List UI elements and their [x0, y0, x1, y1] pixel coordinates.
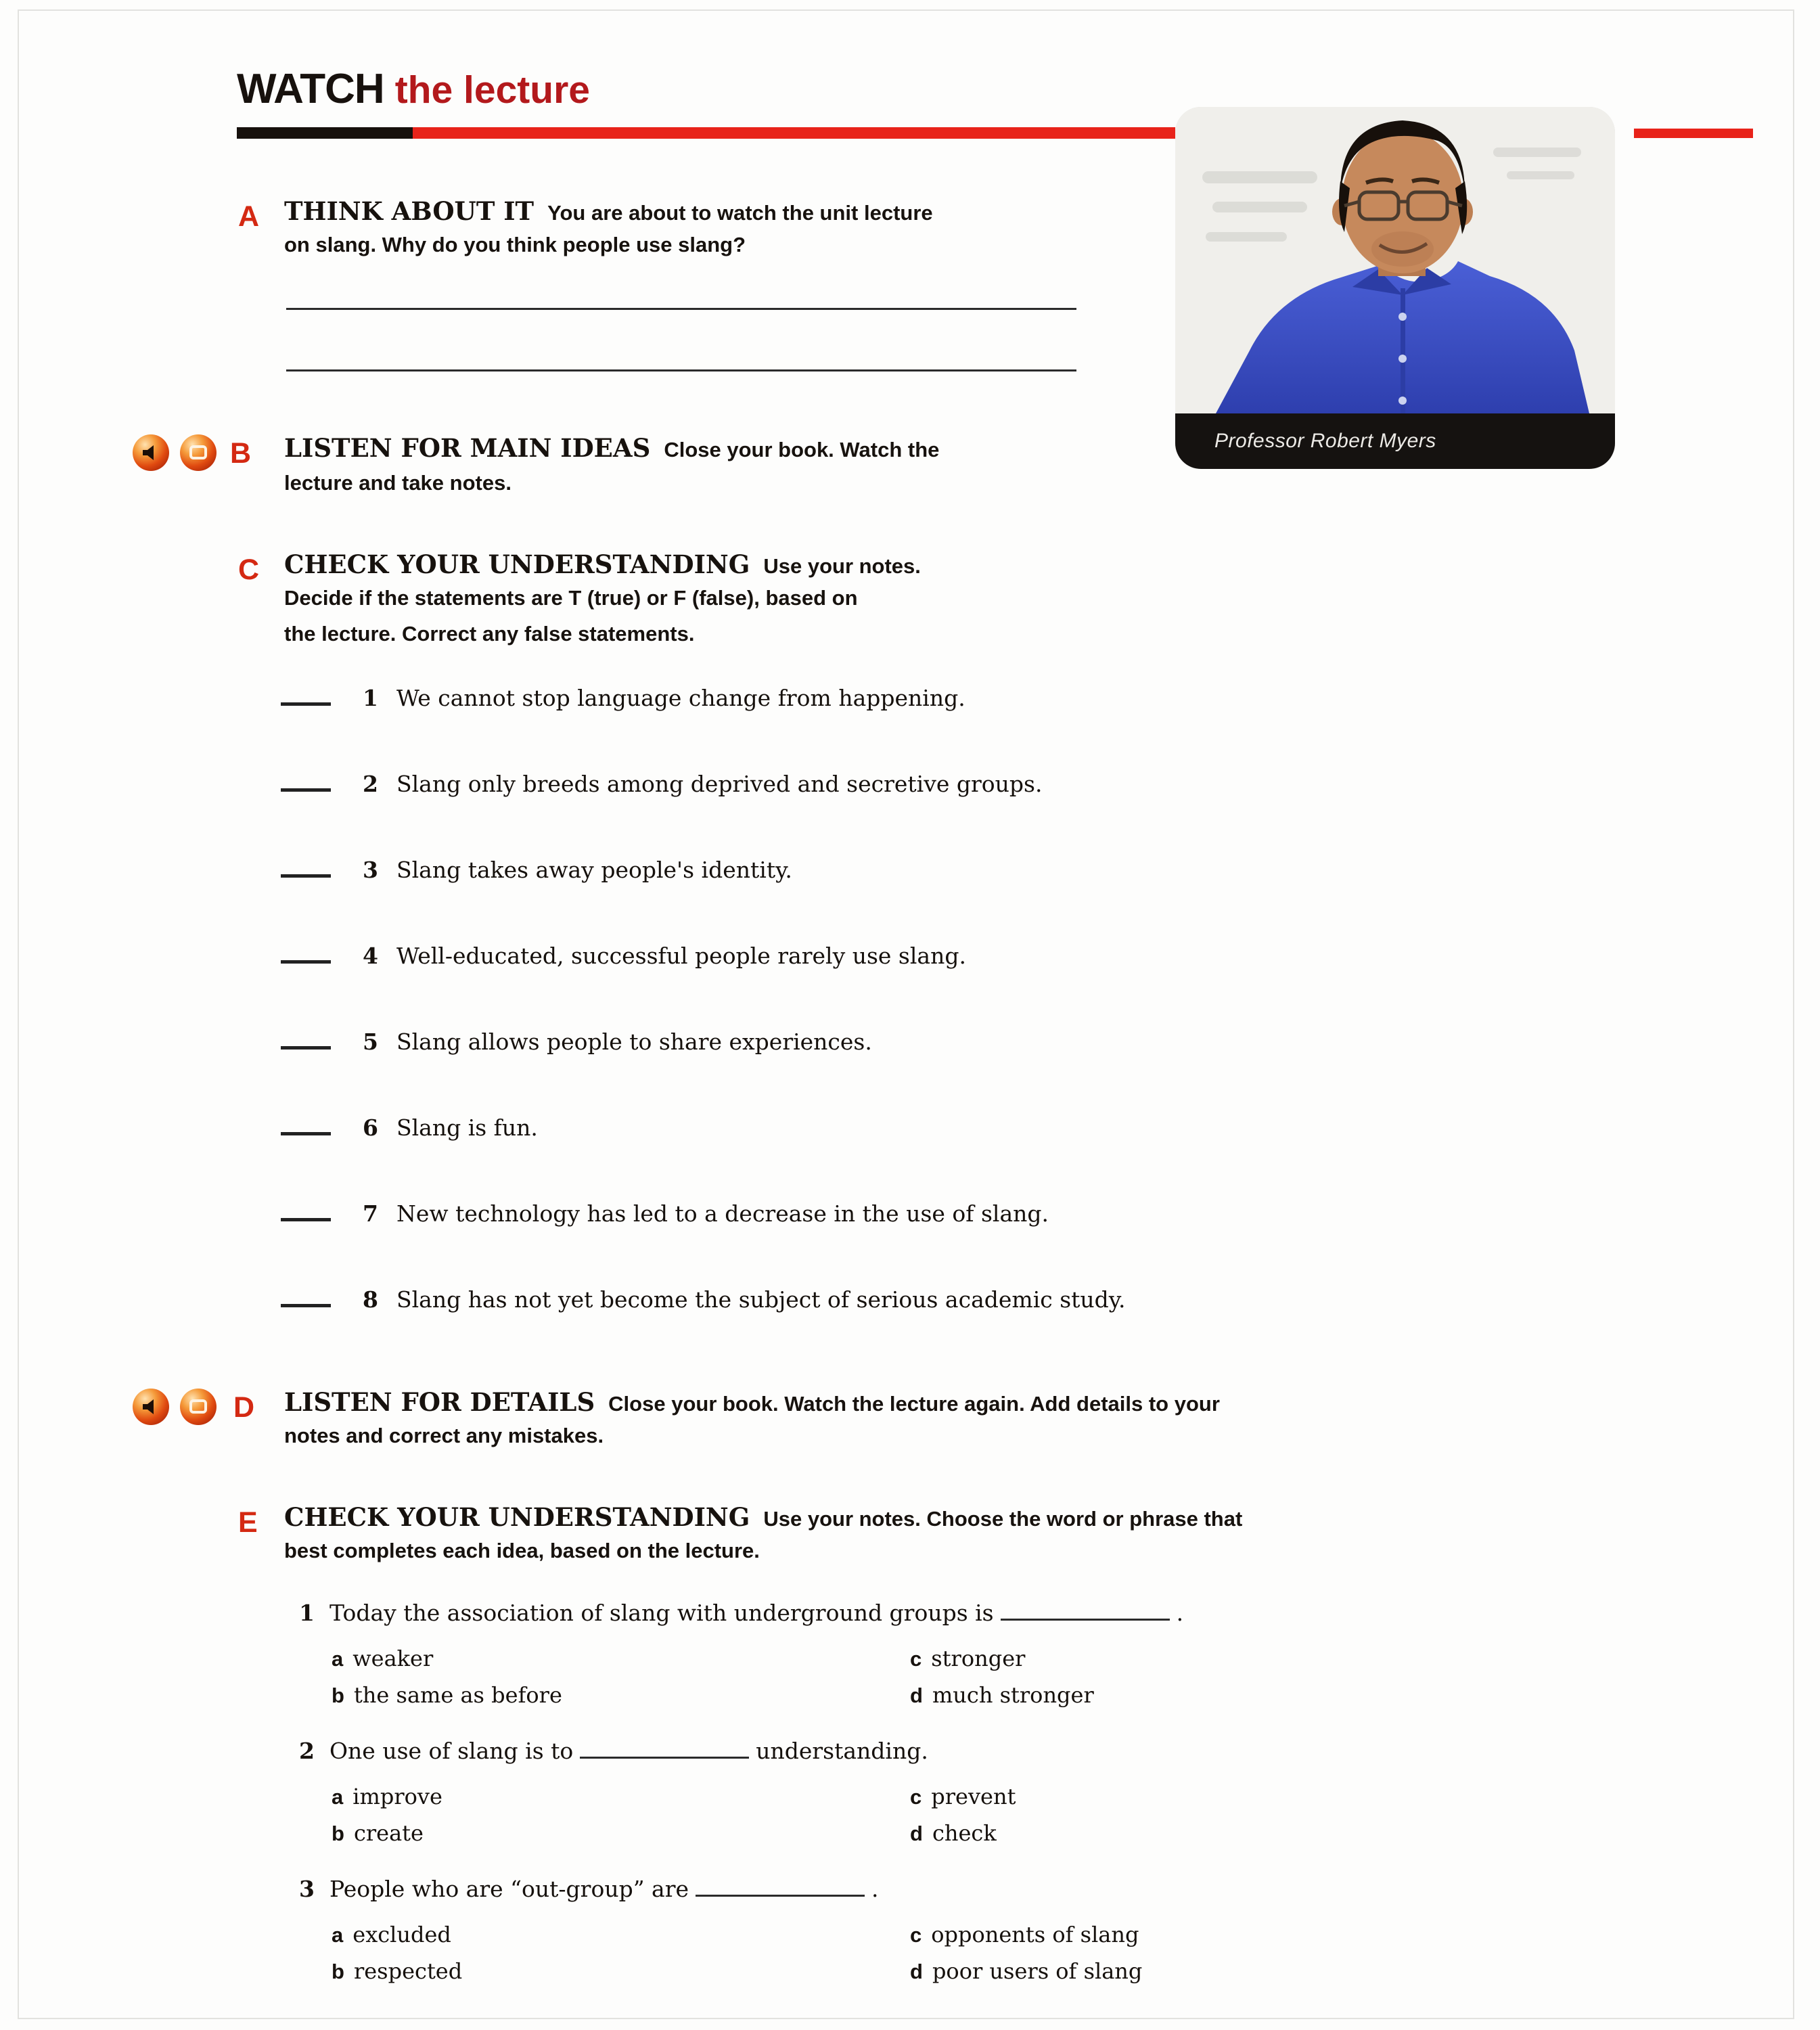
- option-q3-a[interactable]: [332, 1922, 451, 1947]
- statement-text: Slang is fun.: [396, 1114, 538, 1141]
- option-letter: d: [910, 1822, 923, 1845]
- section-a-letter: A: [238, 200, 260, 233]
- question-text: [329, 1876, 879, 1902]
- statement-row: [0, 1029, 1820, 1056]
- section-d-line2: notes and correct any mistakes.: [284, 1424, 604, 1447]
- option-letter: d: [910, 1960, 923, 1983]
- question-number: 2: [299, 1738, 315, 1764]
- statement-number: 8: [363, 1286, 378, 1313]
- video-icon: [180, 1389, 217, 1425]
- true-false-blank-7[interactable]: [281, 1218, 331, 1221]
- header-rule-red: [413, 127, 1175, 139]
- option-text: create: [353, 1820, 424, 1846]
- option-letter: a: [332, 1785, 344, 1809]
- question-before-blank: One use of slang is to: [329, 1738, 574, 1764]
- question-blank[interactable]: [1001, 1600, 1170, 1621]
- option-text: weaker: [352, 1646, 434, 1671]
- question-after-blank: .: [1176, 1600, 1184, 1626]
- true-false-blank-8[interactable]: [281, 1304, 331, 1307]
- statement-row: [0, 1200, 1820, 1227]
- option-letter: b: [332, 1960, 344, 1983]
- question-after-blank: understanding.: [756, 1738, 928, 1764]
- statement-number: 2: [363, 771, 378, 797]
- section-d-title: LISTEN FOR DETAILS: [284, 1387, 595, 1417]
- section-b-line2: lecture and take notes.: [284, 471, 511, 495]
- option-letter: a: [332, 1647, 344, 1671]
- statement-text: We cannot stop language change from happening.: [396, 685, 965, 711]
- true-false-blank-4[interactable]: [281, 960, 331, 964]
- question-after-blank: .: [871, 1876, 879, 1902]
- statement-text: Slang has not yet become the subject of serious academic study.: [396, 1286, 1126, 1313]
- lecturer-illustration: [1175, 107, 1615, 413]
- statement-row: [0, 943, 1820, 970]
- option-letter: c: [910, 1923, 922, 1947]
- statement-row: [0, 1114, 1820, 1142]
- question-before-blank: Today the association of slang with underground groups is: [329, 1600, 994, 1626]
- option-text: excluded: [352, 1922, 451, 1947]
- option-q2-a[interactable]: [332, 1784, 442, 1809]
- section-c-tail: Use your notes.: [763, 554, 921, 578]
- option-text: much stronger: [932, 1682, 1094, 1708]
- section-e-letter: E: [238, 1506, 258, 1539]
- section-a-title: THINK ABOUT IT: [284, 196, 534, 226]
- question-before-blank: People who are “out-group” are: [329, 1876, 689, 1902]
- statement-number: 6: [363, 1114, 378, 1141]
- option-q2-c[interactable]: [910, 1784, 1016, 1809]
- section-b-heading: [284, 433, 939, 463]
- audio-icon: [133, 1389, 169, 1425]
- section-a-heading: [284, 196, 933, 226]
- media-icons-b: [133, 434, 217, 471]
- option-letter: a: [332, 1923, 344, 1947]
- option-letter: b: [332, 1822, 344, 1845]
- option-text: opponents of slang: [931, 1922, 1139, 1947]
- option-text: respected: [353, 1958, 463, 1984]
- option-text: poor users of slang: [932, 1958, 1143, 1984]
- true-false-blank-3[interactable]: [281, 874, 331, 878]
- question-text: [329, 1738, 928, 1764]
- section-d-heading: [284, 1387, 1220, 1417]
- section-b-title: LISTEN FOR MAIN IDEAS: [284, 433, 651, 463]
- option-letter: b: [332, 1684, 344, 1707]
- statement-text: Slang allows people to share experiences.: [396, 1029, 872, 1055]
- statement-row: [0, 857, 1820, 884]
- question-number: 3: [299, 1876, 315, 1902]
- statement-number: 5: [363, 1029, 378, 1055]
- section-e-tail: Use your notes. Choose the word or phrase that: [763, 1507, 1243, 1531]
- option-q2-b[interactable]: [332, 1820, 424, 1846]
- statement-number: 1: [363, 685, 378, 711]
- option-q3-b[interactable]: [332, 1958, 462, 1984]
- header-rule-red-right: [1634, 129, 1753, 138]
- question-text: [329, 1600, 1183, 1626]
- option-text: stronger: [931, 1646, 1026, 1671]
- statement-text: Slang takes away people's identity.: [396, 857, 792, 883]
- option-text: improve: [352, 1784, 442, 1809]
- statement-row: [0, 771, 1820, 798]
- section-b-tail: Close your book. Watch the: [664, 438, 940, 461]
- audio-icon: [133, 434, 169, 471]
- section-c-heading: [284, 549, 921, 579]
- option-text: the same as before: [353, 1682, 562, 1708]
- option-q1-b[interactable]: [332, 1682, 562, 1708]
- true-false-blank-6[interactable]: [281, 1132, 331, 1135]
- option-q1-a[interactable]: [332, 1646, 433, 1671]
- header-title-the-lecture: the lecture: [394, 68, 590, 112]
- option-q2-d[interactable]: [910, 1820, 997, 1846]
- section-c-line3: the lecture. Correct any false statements.: [284, 622, 695, 646]
- lecturer-photo: [1175, 107, 1615, 469]
- section-e-title: CHECK YOUR UNDERSTANDING: [284, 1502, 750, 1532]
- section-d-letter: D: [233, 1391, 255, 1424]
- option-letter: d: [910, 1684, 923, 1707]
- section-c-line2: Decide if the statements are T (true) or F (false), based on: [284, 586, 858, 610]
- statement-row: [0, 1286, 1820, 1313]
- option-q1-d[interactable]: [910, 1682, 1094, 1708]
- section-a-tail: You are about to watch the unit lecture: [547, 201, 933, 225]
- statement-number: 7: [363, 1200, 378, 1227]
- true-false-blank-2[interactable]: [281, 788, 331, 792]
- header-rule-black: [237, 127, 413, 139]
- statement-text: Slang only breeds among deprived and secretive groups.: [396, 771, 1043, 797]
- option-q3-d[interactable]: [910, 1958, 1142, 1984]
- option-text: check: [932, 1820, 997, 1846]
- option-text: prevent: [931, 1784, 1016, 1809]
- answer-writing-line-2[interactable]: [286, 369, 1076, 371]
- option-q3-c[interactable]: [910, 1922, 1139, 1947]
- section-b-letter: B: [230, 437, 252, 470]
- section-e-heading: [284, 1502, 1242, 1532]
- statement-text: New technology has led to a decrease in the use of slang.: [396, 1200, 1049, 1227]
- true-false-blank-5[interactable]: [281, 1046, 331, 1050]
- section-a-line2: on slang. Why do you think people use slang?: [284, 233, 746, 256]
- header-title-watch: WATCH: [237, 66, 384, 112]
- section-e-line2: best completes each idea, based on the lecture.: [284, 1539, 760, 1562]
- statement-row: [0, 685, 1820, 712]
- media-icons-d: [133, 1389, 217, 1425]
- true-false-blank-1[interactable]: [281, 702, 331, 706]
- section-c-letter: C: [238, 554, 260, 586]
- question-number: 1: [299, 1600, 315, 1626]
- option-q1-c[interactable]: [910, 1646, 1025, 1671]
- question-blank[interactable]: [580, 1738, 749, 1759]
- option-letter: c: [910, 1647, 922, 1671]
- statement-number: 4: [363, 943, 378, 969]
- question-blank[interactable]: [696, 1876, 865, 1897]
- section-c-title: CHECK YOUR UNDERSTANDING: [284, 549, 750, 579]
- video-icon: [180, 434, 217, 471]
- answer-writing-line-1[interactable]: [286, 308, 1076, 310]
- photo-caption: Professor Robert Myers: [1175, 413, 1615, 469]
- statement-text: Well-educated, successful people rarely use slang.: [396, 943, 966, 969]
- section-d-tail: Close your book. Watch the lecture again. Add details to your: [608, 1392, 1220, 1416]
- statement-number: 3: [363, 857, 378, 883]
- page-header: [237, 65, 590, 113]
- option-letter: c: [910, 1785, 922, 1809]
